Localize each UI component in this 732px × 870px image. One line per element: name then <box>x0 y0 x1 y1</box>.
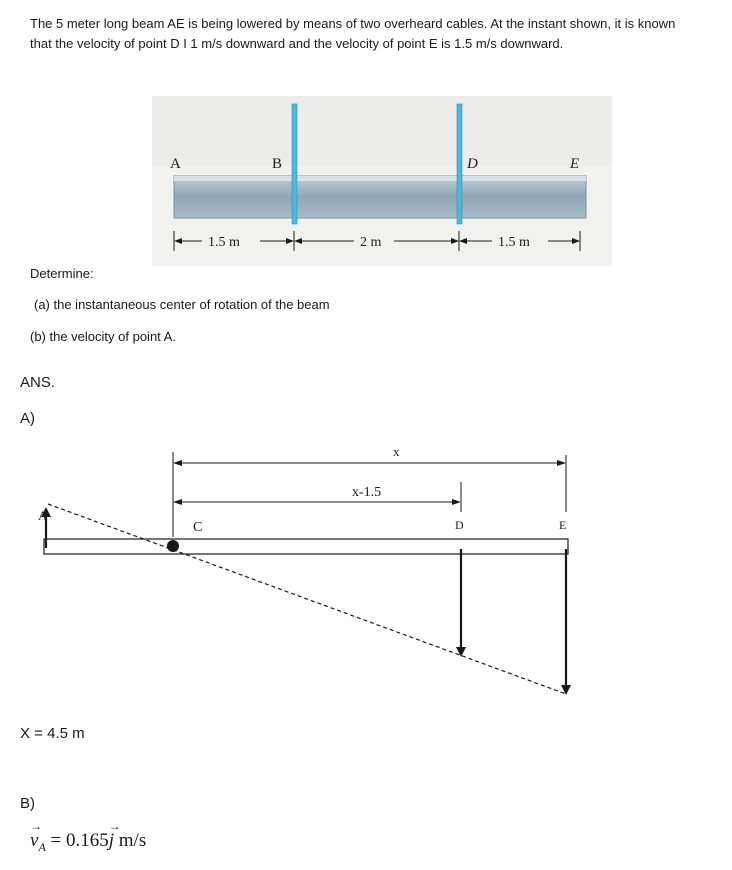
x-result: X = 4.5 m <box>20 725 85 742</box>
velocity-symbol: v <box>30 830 39 851</box>
diagram-label-c: C <box>193 520 203 535</box>
ic-diagram <box>0 440 732 710</box>
instantaneous-center-point <box>167 540 179 552</box>
unit-vector-symbol: j <box>108 830 115 851</box>
determine-heading: Determine: <box>30 266 94 281</box>
determine-part-b: (b) the velocity of point A. <box>30 329 176 344</box>
beam-figure <box>152 96 612 266</box>
dimension-x-minus-label: x-1.5 <box>352 485 382 500</box>
velocity-a-formula <box>30 819 147 855</box>
diagram-label-d: D <box>455 518 464 532</box>
unit-vector-j <box>108 819 121 852</box>
velocity-d-arrowhead <box>456 647 466 657</box>
velocity-profile-line <box>48 504 566 694</box>
problem-line-2: that the velocity of point D I 1 m/s downward and the velocity of point E is 1.5 m/s downward. <box>30 36 564 51</box>
beam-ae <box>174 176 586 218</box>
velocity-value: = 0.165 <box>45 830 109 851</box>
problem-line-1: The 5 meter long beam AE is being lowered by means of two overheard cables. At the instant shown, it is known <box>30 16 676 31</box>
dim-ab: 1.5 m <box>208 235 240 250</box>
unit-vector-arrow-icon: → <box>108 819 121 833</box>
velocity-e-arrowhead <box>561 685 571 695</box>
cable-d <box>457 104 462 224</box>
answer-part-b-label: B) <box>20 795 35 812</box>
diagram-label-a: A <box>38 508 48 523</box>
answer-heading: ANS. <box>20 374 56 391</box>
answer-part-a-label: A) <box>20 410 35 427</box>
dimension-x-label: x <box>393 444 400 459</box>
determine-part-a: (a) the instantaneous center of rotation of the beam <box>34 297 330 312</box>
label-d: D <box>467 156 478 172</box>
vector-arrow-icon: → <box>30 819 42 833</box>
label-e: E <box>570 156 580 172</box>
velocity-unit: m/s <box>114 830 147 851</box>
velocity-subscript: A <box>38 839 46 854</box>
vector-v <box>30 819 42 852</box>
cable-b <box>292 104 297 224</box>
diagram-beam <box>44 539 568 554</box>
label-a: A <box>170 156 181 172</box>
dim-bd: 2 m <box>360 235 382 250</box>
diagram-label-e: E <box>559 518 567 532</box>
dim-de: 1.5 m <box>498 235 530 250</box>
label-b: B <box>272 156 283 172</box>
problem-statement <box>30 14 730 54</box>
